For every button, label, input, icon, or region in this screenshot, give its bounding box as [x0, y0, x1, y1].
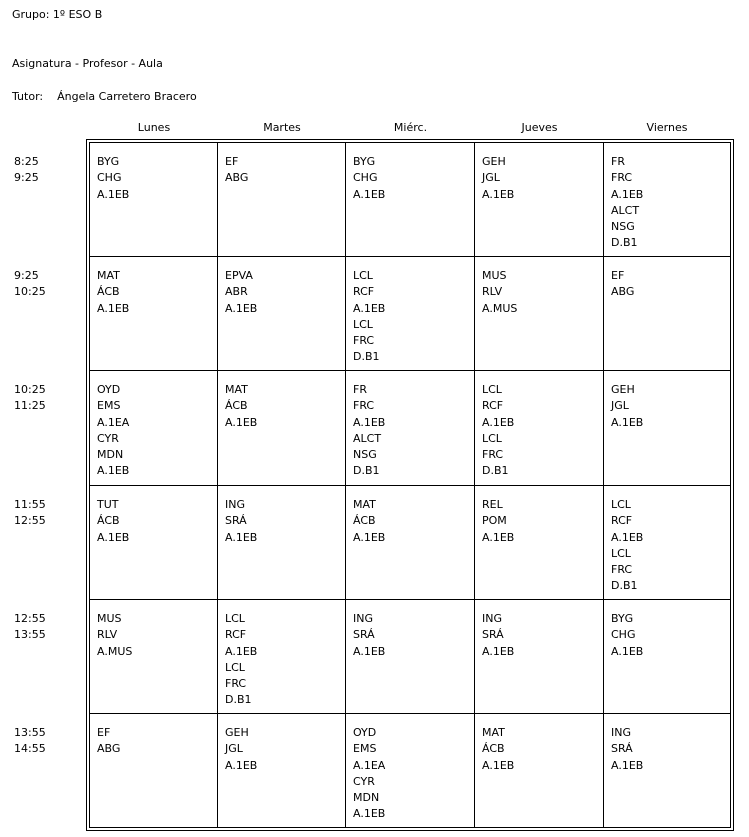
- cell-entry: POM: [482, 514, 507, 528]
- cell-entry: FRC: [482, 448, 504, 462]
- cell-entry: CHG: [353, 171, 378, 185]
- time-slot: [14, 497, 46, 530]
- time-slot: [14, 154, 38, 187]
- timetable-cell: [97, 154, 217, 203]
- cell-entry: A.1EB: [97, 187, 130, 201]
- timetable-cell: [97, 268, 217, 317]
- cell-entry: A.1EB: [225, 530, 258, 544]
- cell-entry: RCF: [611, 514, 633, 528]
- cell-entry: MUS: [482, 269, 507, 282]
- cell-entry: ÁCB: [97, 285, 120, 299]
- cell-entry: A.MUS: [97, 644, 133, 658]
- cell-entry: EPVA: [225, 269, 253, 282]
- cell-entry: LCL: [482, 383, 502, 396]
- time-end: 10:25: [14, 285, 46, 299]
- cell-entry: EMS: [353, 742, 377, 756]
- cell-entry: A.1EB: [353, 530, 386, 544]
- timetable-cell: [97, 611, 217, 660]
- cell-entry: A.1EB: [482, 644, 515, 658]
- cell-entry: NSG: [353, 448, 377, 462]
- cell-entry: SRÁ: [482, 628, 504, 642]
- timetable-cell: [482, 382, 602, 480]
- timetable-cell: [97, 725, 217, 758]
- cell-entry: D.B1: [225, 693, 252, 707]
- cell-entry: RLV: [97, 628, 118, 642]
- timetable-cell: [611, 497, 731, 595]
- cell-entry: A.1EB: [97, 464, 130, 478]
- cell-entry: REL: [482, 498, 503, 511]
- cell-entry: A.1EB: [353, 807, 386, 821]
- cell-entry: ING: [225, 498, 245, 511]
- cell-entry: D.B1: [353, 464, 380, 478]
- day-header: Miérc.: [393, 121, 428, 134]
- tutor-label: Tutor:: [12, 90, 44, 103]
- cell-entry: RLV: [482, 285, 503, 299]
- timetable-cell: [353, 382, 473, 480]
- cell-entry: FR: [611, 155, 625, 168]
- timetable-cell: [225, 382, 345, 431]
- row-divider: [90, 485, 730, 486]
- cell-entry: FRC: [611, 171, 633, 185]
- timetable-cell: [225, 268, 345, 317]
- timetable-cell: [353, 268, 473, 366]
- timetable-cell: [353, 497, 473, 546]
- cell-entry: ING: [482, 612, 502, 625]
- cell-entry: ABG: [611, 285, 635, 299]
- cell-entry: CYR: [97, 431, 119, 445]
- time-start: 8:25: [14, 155, 39, 168]
- time-start: 12:55: [14, 612, 46, 625]
- cell-entry: EF: [611, 269, 625, 282]
- cell-entry: A.1EB: [225, 758, 258, 772]
- cell-entry: LCL: [482, 431, 502, 445]
- cell-entry: A.1EB: [482, 187, 515, 201]
- cell-entry: OYD: [353, 726, 377, 739]
- cell-entry: A.1EB: [611, 415, 644, 429]
- cell-entry: FR: [353, 383, 367, 396]
- cell-entry: EF: [225, 155, 239, 168]
- timetable-cell: [611, 382, 731, 431]
- cell-entry: JGL: [482, 171, 500, 185]
- timetable-cell: [611, 725, 731, 774]
- cell-entry: FRC: [611, 563, 633, 577]
- cell-entry: SRÁ: [353, 628, 375, 642]
- cell-entry: TUT: [97, 498, 119, 511]
- cell-entry: EMS: [97, 399, 121, 413]
- time-start: 11:55: [14, 498, 46, 511]
- cell-entry: A.1EB: [225, 301, 258, 315]
- cell-entry: A.1EB: [482, 415, 515, 429]
- cell-entry: ALCT: [611, 203, 640, 217]
- time-end: 9:25: [14, 171, 39, 185]
- cell-entry: ING: [353, 612, 373, 625]
- timetable-cell: [225, 725, 345, 774]
- cell-entry: A.1EB: [225, 644, 258, 658]
- timetable-cell: [611, 268, 731, 301]
- timetable-cell: [97, 497, 217, 546]
- cell-entry: A.1EB: [482, 530, 515, 544]
- legend-label: Asignatura - Profesor - Aula: [12, 57, 163, 70]
- cell-entry: MAT: [482, 726, 505, 739]
- cell-entry: MDN: [353, 791, 380, 805]
- timetable-cell: [482, 497, 602, 546]
- time-end: 14:55: [14, 742, 46, 756]
- time-start: 10:25: [14, 383, 46, 396]
- cell-entry: A.1EA: [97, 415, 130, 429]
- cell-entry: RCF: [225, 628, 247, 642]
- cell-entry: MAT: [97, 269, 120, 282]
- cell-entry: LCL: [225, 660, 245, 674]
- timetable-cell: [353, 611, 473, 660]
- cell-entry: LCL: [611, 546, 631, 560]
- cell-entry: SRÁ: [225, 514, 247, 528]
- timetable-cell: [225, 497, 345, 546]
- cell-entry: MUS: [97, 612, 122, 625]
- cell-entry: JGL: [611, 399, 629, 413]
- row-divider: [90, 599, 730, 600]
- cell-entry: A.1EB: [353, 415, 386, 429]
- day-header: Jueves: [521, 121, 558, 134]
- cell-entry: RCF: [482, 399, 504, 413]
- time-slot: [14, 611, 46, 644]
- cell-entry: FRC: [225, 677, 247, 691]
- cell-entry: LCL: [353, 269, 373, 282]
- cell-entry: A.1EB: [97, 530, 130, 544]
- cell-entry: A.1EB: [225, 415, 258, 429]
- timetable-cell: [353, 725, 473, 823]
- timetable-cell: [353, 154, 473, 203]
- time-slot: [14, 268, 46, 301]
- cell-entry: RCF: [353, 285, 375, 299]
- cell-entry: GEH: [482, 155, 506, 168]
- timetable-cell: [97, 382, 217, 480]
- cell-entry: ALCT: [353, 431, 382, 445]
- cell-entry: MAT: [225, 383, 248, 396]
- cell-entry: CYR: [353, 774, 375, 788]
- time-start: 13:55: [14, 726, 46, 739]
- day-header: Lunes: [137, 121, 171, 134]
- cell-entry: A.1EB: [611, 644, 644, 658]
- cell-entry: BYG: [353, 155, 376, 168]
- cell-entry: A.1EB: [611, 758, 644, 772]
- timetable-cell: [482, 154, 602, 203]
- cell-entry: GEH: [611, 383, 635, 396]
- time-slot: [14, 382, 46, 415]
- cell-entry: MDN: [97, 448, 124, 462]
- cell-entry: BYG: [97, 155, 120, 168]
- tutor-line: [12, 90, 197, 103]
- cell-entry: D.B1: [353, 350, 380, 364]
- day-header: Viernes: [646, 121, 688, 134]
- cell-entry: A.1EB: [611, 187, 644, 201]
- time-start: 9:25: [14, 269, 39, 282]
- row-divider: [90, 713, 730, 714]
- cell-entry: A.1EB: [353, 644, 386, 658]
- cell-entry: D.B1: [611, 236, 638, 250]
- timetable-cell: [482, 268, 602, 317]
- timetable-cell: [482, 725, 602, 774]
- cell-entry: LCL: [225, 612, 245, 625]
- cell-entry: CHG: [611, 628, 636, 642]
- cell-entry: OYD: [97, 383, 121, 396]
- cell-entry: NSG: [611, 220, 635, 234]
- timetable-cell: [225, 611, 345, 709]
- cell-entry: EF: [97, 726, 111, 739]
- cell-entry: CHG: [97, 171, 122, 185]
- cell-entry: ÁCB: [353, 514, 376, 528]
- cell-entry: ÁCB: [97, 514, 120, 528]
- timetable-cell: [482, 611, 602, 660]
- timetable-cell: [611, 154, 731, 252]
- time-end: 12:55: [14, 514, 46, 528]
- cell-entry: A.1EB: [353, 301, 386, 315]
- cell-entry: FRC: [353, 334, 375, 348]
- group-label: Grupo: 1º ESO B: [12, 8, 103, 21]
- cell-entry: A.MUS: [482, 301, 518, 315]
- tutor-name: Ángela Carretero Bracero: [57, 90, 197, 103]
- cell-entry: D.B1: [611, 579, 638, 593]
- cell-entry: A.1EB: [97, 301, 130, 315]
- cell-entry: ÁCB: [225, 399, 248, 413]
- cell-entry: A.1EA: [353, 758, 386, 772]
- cell-entry: FRC: [353, 399, 375, 413]
- cell-entry: A.1EB: [611, 530, 644, 544]
- cell-entry: ABR: [225, 285, 248, 299]
- row-divider: [90, 370, 730, 371]
- cell-entry: ÁCB: [482, 742, 505, 756]
- cell-entry: A.1EB: [482, 758, 515, 772]
- cell-entry: LCL: [611, 498, 631, 511]
- cell-entry: A.1EB: [353, 187, 386, 201]
- cell-entry: D.B1: [482, 464, 509, 478]
- cell-entry: ABG: [97, 742, 121, 756]
- day-header: Martes: [263, 121, 301, 134]
- cell-entry: ING: [611, 726, 631, 739]
- time-end: 13:55: [14, 628, 46, 642]
- cell-entry: MAT: [353, 498, 376, 511]
- cell-entry: ABG: [225, 171, 249, 185]
- time-slot: [14, 725, 46, 758]
- row-divider: [90, 256, 730, 257]
- timetable-cell: [611, 611, 731, 660]
- cell-entry: GEH: [225, 726, 249, 739]
- cell-entry: JGL: [225, 742, 243, 756]
- cell-entry: LCL: [353, 317, 373, 331]
- cell-entry: SRÁ: [611, 742, 633, 756]
- time-end: 11:25: [14, 399, 46, 413]
- cell-entry: BYG: [611, 612, 634, 625]
- timetable-cell: [225, 154, 345, 187]
